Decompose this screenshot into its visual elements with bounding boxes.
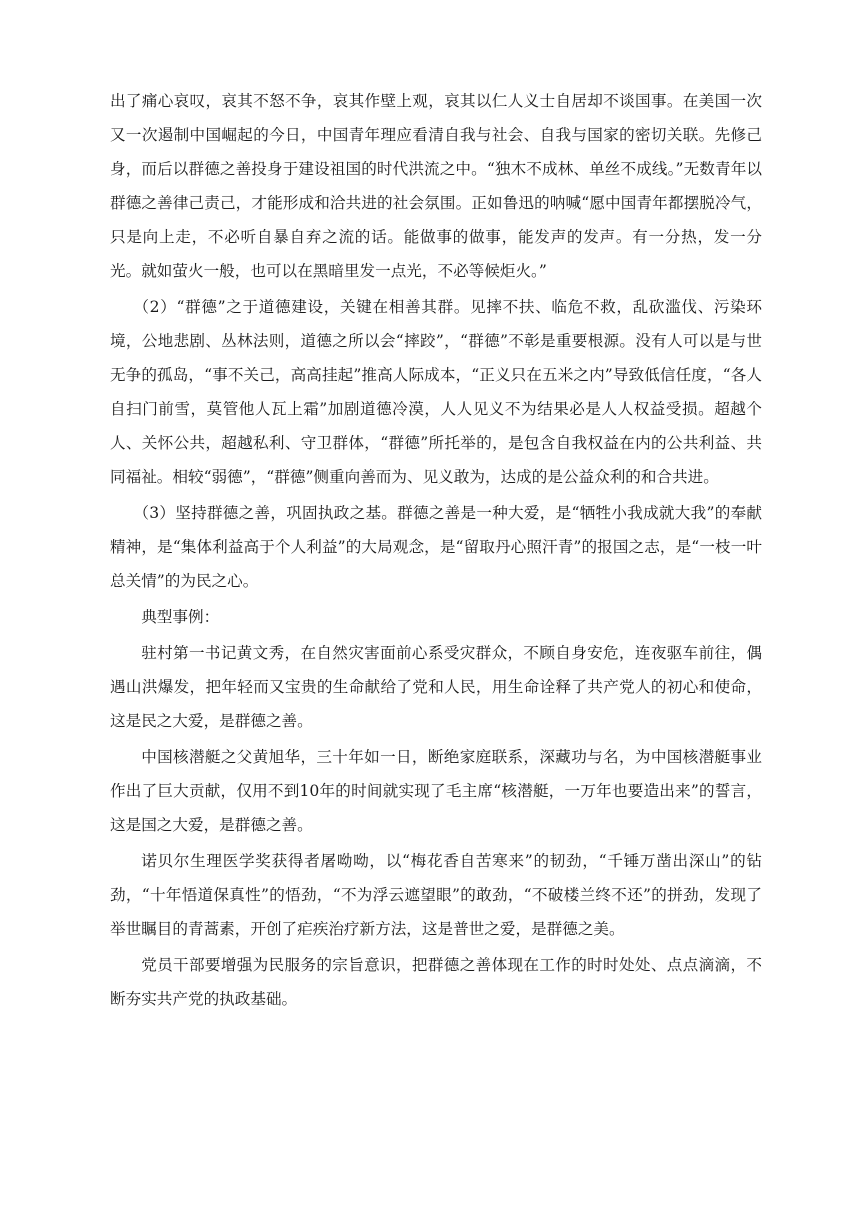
paragraph-example-tu-youyou: 诺贝尔生理医学奖获得者屠呦呦，以“梅花香自苦寒来”的韧劲，“千锤万凿出深山”的钻劲，“十年悟道保真性”的悟劲，“不为浮云遮望眼”的敢劲，“不破楼兰终不还”的拼劲，发现了举世瞩目的青蒿素，开创了疟疾治疗新方法，这是普世之爱，是群德之美。 [110,852,762,938]
paragraph-example-huang-wenxiu: 驻村第一书记黄文秀，在自然灾害面前心系受灾群众，不顾自身安危，连夜驱车前往，偶遇山洪爆发，把年轻而又宝贵的生命献给了党和人民，用生命诠释了共产党人的初心和使命，这是民之大爱，是群德之善。 [110,644,762,730]
paragraph-continuation: 出了痛心哀叹，哀其不怒不争，哀其作壁上观，哀其以仁人义士自居却不谈国事。在美国一次又一次遏制中国崛起的今日，中国青年理应看清自我与社会、自我与国家的密切关联。先修己身，而后以群德之善投身于建设祖国的时代洪流之中。“独木不成林、单丝不成线。”无数青年以群德之善律己责己，才能形成和洽共进的社会氛围。正如鲁迅的呐喊“愿中国青年都摆脱冷气，只是向上走，不必听自暴自弃之流的话。能做事的做事，能发声的发声。有一分热，发一分光。就如萤火一般，也可以在黑暗里发一点光，不必等候炬火。” [110,92,762,280]
paragraph-point-2: （2）“群德”之于道德建设，关键在相善其群。见摔不扶、临危不救，乱砍滥伐、污染环境，公地悲剧、丛林法则，道德之所以会“摔跤”，“群德”不彰是重要根源。没有人可以是与世无争的孤岛，“事不关己，高高挂起”推高人际成本，“正义只在五米之内”导致低信任度，“各人自扫门前雪，莫管他人瓦上霜”加剧道德冷漠，人人见义不为结果必是人人权益受损。超越个人、关怀公共，超越私利、守卫群体，“群德”所托举的，是包含自我权益在内的公共利益、共同福祉。相较“弱德”，“群德”侧重向善而为、见义敢为，达成的是公益众利的和合共进。 [110,298,762,486]
document-page [110,84,762,1016]
paragraph-point-3: （3）坚持群德之善，巩固执政之基。群德之善是一种大爱，是“牺牲小我成就大我”的奉献精神，是“集体利益高于个人利益”的大局观念，是“留取丹心照汗青”的报国之志，是“一枝一叶总关情”的为民之心。 [110,504,762,590]
paragraph-examples-heading: 典型事例： [141,608,220,626]
paragraph-example-huang-xuhua: 中国核潜艇之父黄旭华，三十年如一日，断绝家庭联系，深藏功与名，为中国核潜艇事业作出了巨大贡献，仅用不到10年的时间就实现了毛主席“核潜艇，一万年也要造出来”的誓言，这是国之大爱，是群德之善。 [110,748,762,834]
paragraph-conclusion: 党员干部要增强为民服务的宗旨意识，把群德之善体现在工作的时时处处、点点滴滴，不断夯实共产党的执政基础。 [110,956,762,1008]
